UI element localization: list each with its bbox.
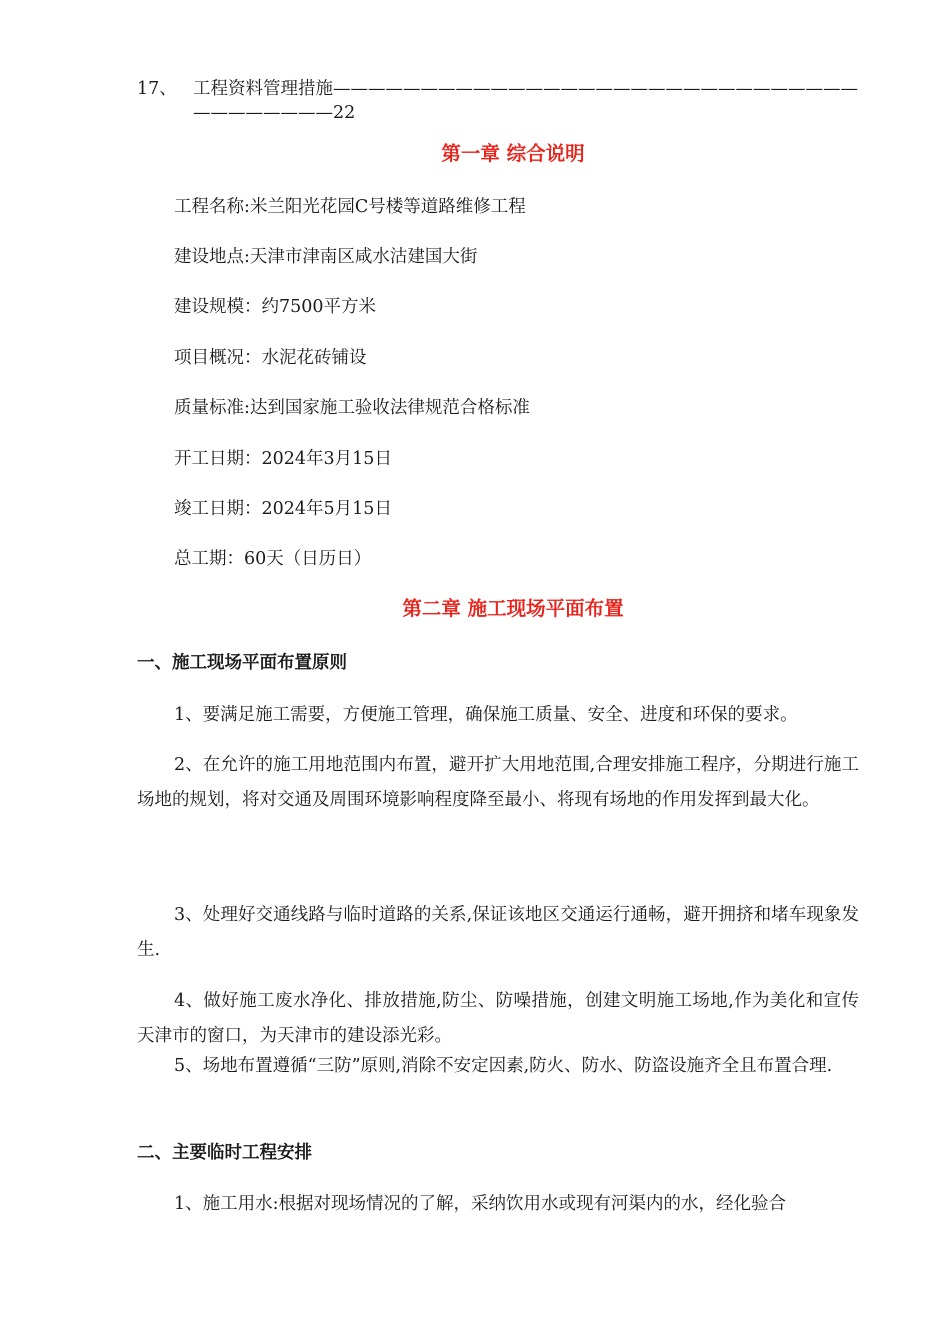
toc-entry-line xyxy=(193,77,858,101)
section-2-paragraph-1: 1、施工用水:根据对现场情况的了解，采纳饮用水或现有河渠内的水，经化验合 xyxy=(174,1194,787,1214)
toc-entry-continuation xyxy=(193,101,355,125)
start-date: 开工日期：2024年3月15日 xyxy=(174,449,392,469)
project-location: 建设地点:天津市津南区咸水沽建国大街 xyxy=(174,247,478,267)
total-duration: 总工期：60天（日历日） xyxy=(174,549,372,569)
section-1-paragraph-1: 1、要满足施工需要，方便施工管理，确保施工质量、安全、进度和环保的要求。 xyxy=(174,705,798,725)
toc-entry-number: 17、 xyxy=(137,79,177,99)
project-overview: 项目概况：水泥花砖铺设 xyxy=(174,348,367,368)
section-2-title: 二、主要临时工程安排 xyxy=(137,1143,312,1163)
toc-entry-title: 工程资料管理措施 xyxy=(193,79,333,99)
section-1-paragraph-3: 3、处理好交通线路与临时道路的关系,保证该地区交通运行通畅，避开拥挤和堵车现象发生. xyxy=(137,905,859,960)
section-1-paragraph-2: 2、在允许的施工用地范围内布置，避开扩大用地范围,合理安排施工程序，分期进行施工场地的规划，将对交通及周围环境影响程度降至最小、将现有场地的作用发挥到最大化。 xyxy=(137,755,859,810)
quality-standard: 质量标准:达到国家施工验收法律规范合格标准 xyxy=(174,398,530,418)
toc-leader-dashes-cont: ———————— xyxy=(193,103,333,123)
chapter-1-title: 第一章 综合说明 xyxy=(441,142,585,165)
completion-date: 竣工日期：2024年5月15日 xyxy=(174,499,392,519)
toc-entry-page: 22 xyxy=(333,103,356,123)
chapter-2-title: 第二章 施工现场平面布置 xyxy=(402,597,624,620)
toc-leader-dashes: —————————————————————————————— xyxy=(333,79,858,99)
project-scale: 建设规模：约7500平方米 xyxy=(174,297,377,317)
section-1-paragraph-4: 4、做好施工废水净化、排放措施,防尘、防噪措施，创建文明施工场地,作为美化和宣传天津市的窗口，为天津市的建设添光彩。 xyxy=(137,991,859,1046)
section-1-title: 一、施工现场平面布置原则 xyxy=(137,653,347,673)
section-1-paragraph-5: 5、场地布置遵循“三防”原则,消除不安定因素,防火、防水、防盗设施齐全且布置合理. xyxy=(174,1056,833,1076)
project-name: 工程名称:米兰阳光花园C号楼等道路维修工程 xyxy=(174,197,526,217)
